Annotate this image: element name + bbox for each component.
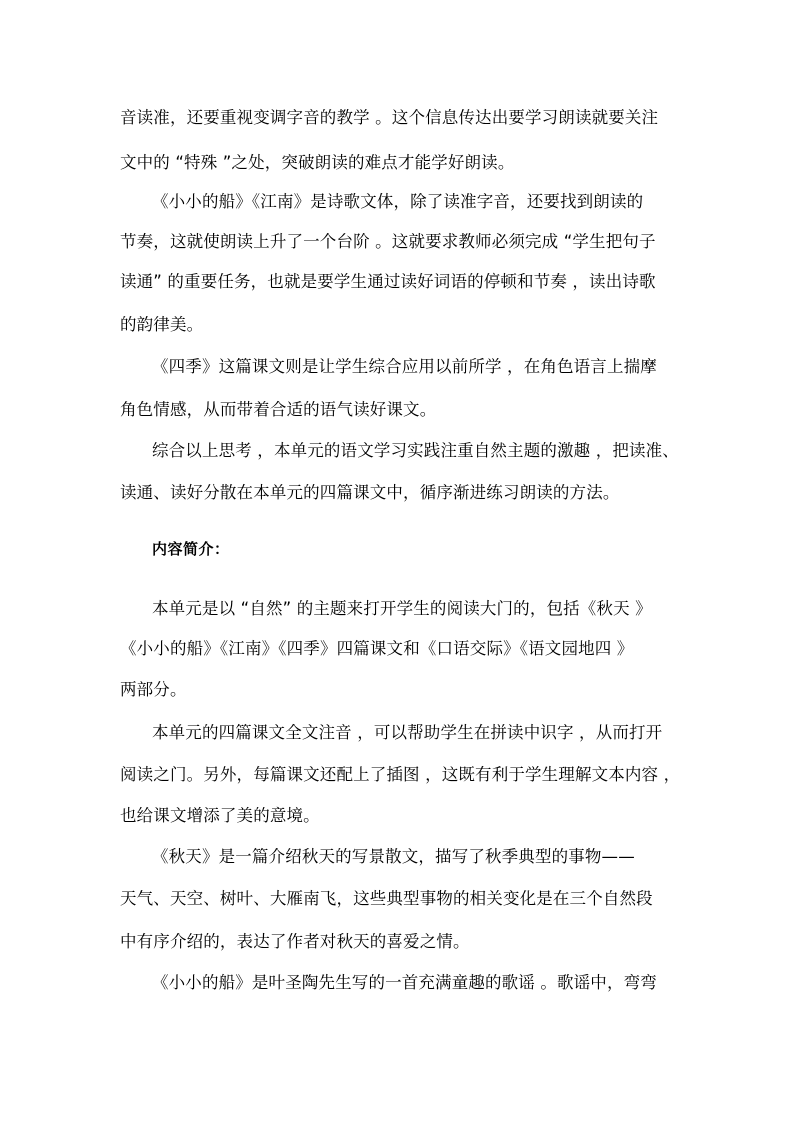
text-line: 角色情感，从而带着合适的语气读好课文。 bbox=[120, 400, 437, 419]
text-line: 《小小的船》《江南》《四季》四篇课文和《口语交际》《语文园地四 》 bbox=[120, 639, 634, 658]
text-line: 阅读之门。另外，每篇课文还配上了插图 ，这既有利于学生理解文本内容 ， bbox=[120, 765, 681, 784]
text-line: 《秋天》是一篇介绍秋天的写景散文，描写了秋季典型的事物—— bbox=[152, 847, 635, 866]
text-line: 《四季》这篇课文则是让学生综合应用以前所学 ，在角色语言上揣摩 bbox=[152, 357, 657, 376]
text-line: 本单元是以 “自然” 的主题来打开学生的阅读大门的，包括《秋天 》 bbox=[152, 599, 652, 618]
text-line: 的韵律美。 bbox=[120, 315, 204, 334]
section-heading: 内容简介： bbox=[152, 540, 230, 558]
text-line: 两部分。 bbox=[120, 680, 187, 699]
text-line: 天气、天空、树叶、大雁南飞，这些典型事物的相关变化是在三个自然段 bbox=[120, 889, 653, 908]
text-line: 音读准，还要重视变调字音的教学 。这个信息传达出要学习朗读就要关注 bbox=[120, 108, 659, 127]
text-line: 文中的 “特殊 ”之处，突破朗读的难点才能学好朗读。 bbox=[120, 153, 515, 172]
text-line: 读通” 的重要任务，也就是要学生通过读好词语的停顿和节奏 ，读出诗歌 bbox=[120, 272, 656, 291]
text-line: 《小小的船》是叶圣陶先生写的一首充满童趣的歌谣 。歌谣中，弯弯 bbox=[152, 973, 657, 992]
text-line: 中有序介绍的，表达了作者对秋天的喜爱之情。 bbox=[120, 932, 470, 951]
text-line: 节奏，这就使朗读上升了一个台阶 。这就要求教师必须完成 “学生把句子 bbox=[120, 232, 656, 251]
text-line: 《小小的船》《江南》是诗歌文体，除了读准字音，还要找到朗读的 bbox=[152, 192, 644, 211]
text-line: 本单元的四篇课文全文注音 ，可以帮助学生在拼读中识字 ，从而打开 bbox=[152, 723, 663, 742]
text-line: 综合以上思考 ，本单元的语文学习实践注重自然主题的激趣 ，把读准、 bbox=[152, 441, 679, 460]
text-line: 也给课文增添了美的意境。 bbox=[120, 806, 320, 825]
text-line: 读通、读好分散在本单元的四篇课文中，循序渐进练习朗读的方法。 bbox=[120, 483, 620, 502]
